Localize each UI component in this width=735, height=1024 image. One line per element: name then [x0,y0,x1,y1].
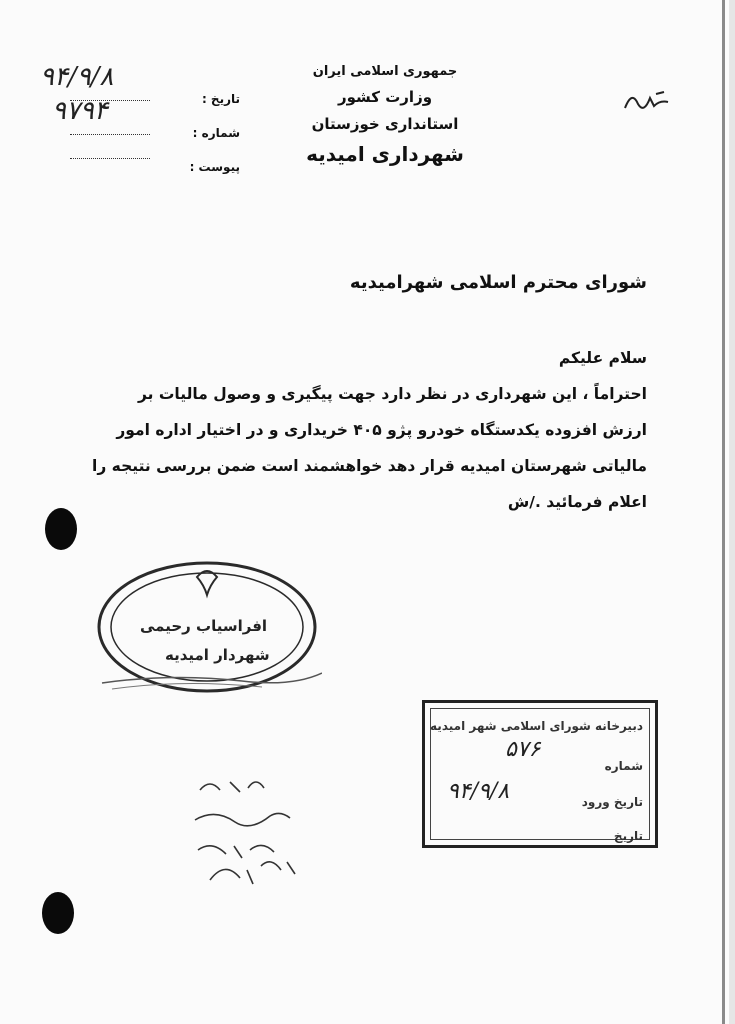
meta-date-row [150,72,240,106]
receipt-number-label: شماره [604,759,643,773]
greeting: سلام علیکم [558,349,647,367]
meta-number-label: شماره : [192,126,240,140]
punch-hole-bottom [42,892,74,934]
meta-number-row [150,106,240,140]
receipt-number-value: ۵۷۶ [505,737,541,762]
body-line-4: اعلام فرمائید ./ش [507,493,647,511]
letterhead-country: جمهوری اسلامی ایران [312,64,458,79]
scan-edge-shade [729,0,735,1024]
addressee: شورای محترم اسلامی شهرامیدیه [349,272,647,293]
body-line-1: احتراماً ، این شهرداری در نظر دارد جهت پیگیری و وصول مالیات بر [138,385,647,403]
body-line-3: مالیاتی شهرستان امیدیه قرار دهد خواهشمند است ضمن بررسی نتیجه را [92,457,647,475]
body-line-2: ارزش افزوده یکدستگاه خودرو پژو ۴۰۵ خریداری و در اختیار اداره امور [116,421,647,439]
letter-body [78,340,647,520]
attachment-dotted-line [70,158,150,159]
stamp-signer-name: افراسیاب رحیمی [140,617,268,635]
stamp-signer-title: شهردار امیدیه [165,646,270,664]
receipt-date-label: تاریخ ورود [581,795,643,809]
scan-edge-line [722,0,725,1024]
letterhead-ministry: وزارت کشور [337,88,433,107]
receipt-header: دبیرخانه شورای اسلامی شهر امیدیه [430,719,643,733]
receipt-followup-label: تاریخ [613,829,643,843]
punch-hole-top [45,508,77,550]
receipt-date-value: ۹۴/۹/۸ [447,779,510,804]
meta-date-label: تاریخ : [201,92,240,106]
letterhead-organization: شهرداری امیدیه [306,141,464,166]
initial-signature-icon [620,80,680,120]
handwritten-date: ۹۴/۹/۸ [40,62,114,92]
receipt-stamp-box [422,700,658,848]
letterhead-province: استانداری خوزستان [311,115,459,133]
number-dotted-line [70,134,150,135]
handwritten-number: ۹۷۹۴ [52,96,108,126]
letter-meta [150,72,240,174]
meta-attachment-label: پیوست : [189,160,240,174]
letterhead [255,60,515,167]
handwritten-date-note-icon [205,840,305,900]
meta-attachment-row [150,140,240,174]
